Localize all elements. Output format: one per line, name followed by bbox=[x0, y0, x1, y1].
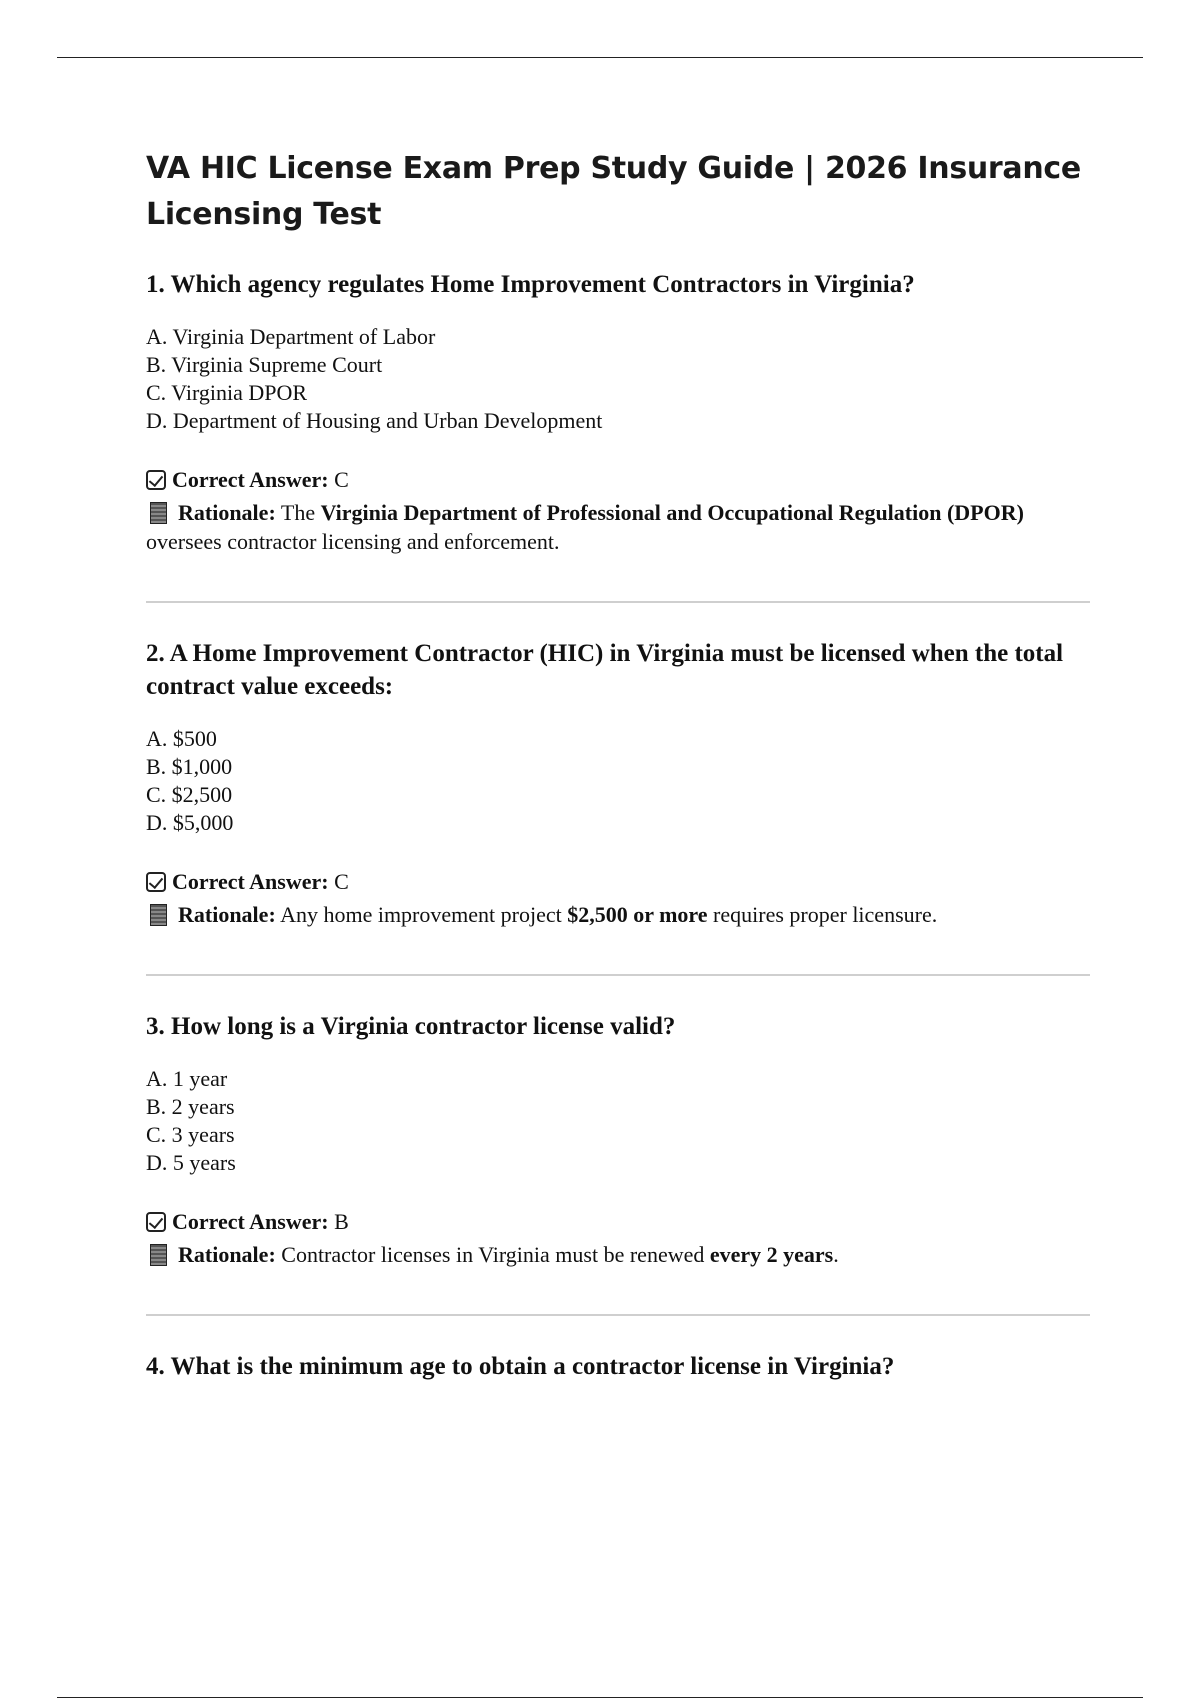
question-block-2 bbox=[146, 637, 1090, 929]
book-icon bbox=[150, 1244, 167, 1266]
book-icon bbox=[150, 904, 167, 926]
rationale-label: Rationale: bbox=[178, 1242, 276, 1267]
option-d: D. $5,000 bbox=[146, 810, 234, 835]
check-box-icon bbox=[146, 470, 166, 490]
rationale-label: Rationale: bbox=[178, 500, 276, 525]
question-text: 2. A Home Improvement Contractor (HIC) in Virginia must be licensed when the total contract value exceeds: bbox=[146, 640, 1064, 700]
divider bbox=[146, 1314, 1090, 1316]
option-b: B. Virginia Supreme Court bbox=[146, 352, 383, 377]
rationale-label: Rationale: bbox=[178, 902, 276, 927]
rationale-post: oversees contractor licensing and enforcement. bbox=[146, 529, 560, 554]
answer-label: Correct Answer: bbox=[172, 1209, 329, 1234]
correct-answer bbox=[146, 465, 1090, 494]
question-text: 1. Which agency regulates Home Improvement Contractors in Virginia? bbox=[146, 271, 915, 298]
answer-value: C bbox=[334, 869, 349, 894]
answer-value: B bbox=[334, 1209, 349, 1234]
rationale-pre: Any home improvement project bbox=[280, 902, 562, 927]
top-rule bbox=[57, 57, 1143, 58]
page-title: VA HIC License Exam Prep Study Guide | 2026 Insurance Licensing Test bbox=[146, 151, 1081, 232]
rationale bbox=[146, 498, 1090, 556]
option-c: C. Virginia DPOR bbox=[146, 380, 308, 405]
rationale-post: requires proper licensure. bbox=[713, 902, 938, 927]
question-block-3 bbox=[146, 1010, 1090, 1269]
question-text: 3. How long is a Virginia contractor license valid? bbox=[146, 1013, 676, 1040]
rationale-post: . bbox=[833, 1242, 839, 1267]
option-c: C. $2,500 bbox=[146, 782, 233, 807]
answer-label: Correct Answer: bbox=[172, 869, 329, 894]
options-list bbox=[146, 725, 1090, 837]
option-d: D. 5 years bbox=[146, 1150, 236, 1175]
option-b: B. $1,000 bbox=[146, 754, 233, 779]
rationale-pre: The bbox=[280, 500, 316, 525]
rationale-bold: Virginia Department of Professional and Occupational Regulation (DPOR) bbox=[320, 500, 1024, 525]
answer-value: C bbox=[334, 467, 349, 492]
option-a: A. $500 bbox=[146, 726, 217, 751]
check-box-icon bbox=[146, 1212, 166, 1232]
question-text: 4. What is the minimum age to obtain a contractor license in Virginia? bbox=[146, 1353, 895, 1380]
correct-answer bbox=[146, 867, 1090, 896]
rationale-bold: $2,500 or more bbox=[567, 902, 708, 927]
bottom-rule bbox=[57, 1697, 1143, 1698]
options-list bbox=[146, 323, 1090, 435]
divider bbox=[146, 601, 1090, 603]
rationale-bold: every 2 years bbox=[709, 1242, 834, 1267]
divider bbox=[146, 974, 1090, 976]
rationale-pre: Contractor licenses in Virginia must be renewed bbox=[281, 1242, 705, 1267]
rationale bbox=[146, 1240, 1090, 1269]
options-list bbox=[146, 1065, 1090, 1177]
option-b: B. 2 years bbox=[146, 1094, 235, 1119]
option-a: A. Virginia Department of Labor bbox=[146, 324, 436, 349]
answer-label: Correct Answer: bbox=[172, 467, 329, 492]
book-icon bbox=[150, 502, 167, 524]
question-block-1 bbox=[146, 268, 1090, 556]
option-d: D. Department of Housing and Urban Development bbox=[146, 408, 603, 433]
check-box-icon bbox=[146, 872, 166, 892]
question-block-4 bbox=[146, 1350, 1090, 1383]
rationale bbox=[146, 900, 1090, 929]
correct-answer bbox=[146, 1207, 1090, 1236]
option-c: C. 3 years bbox=[146, 1122, 235, 1147]
document-body bbox=[146, 146, 1090, 1405]
option-a: A. 1 year bbox=[146, 1066, 228, 1091]
